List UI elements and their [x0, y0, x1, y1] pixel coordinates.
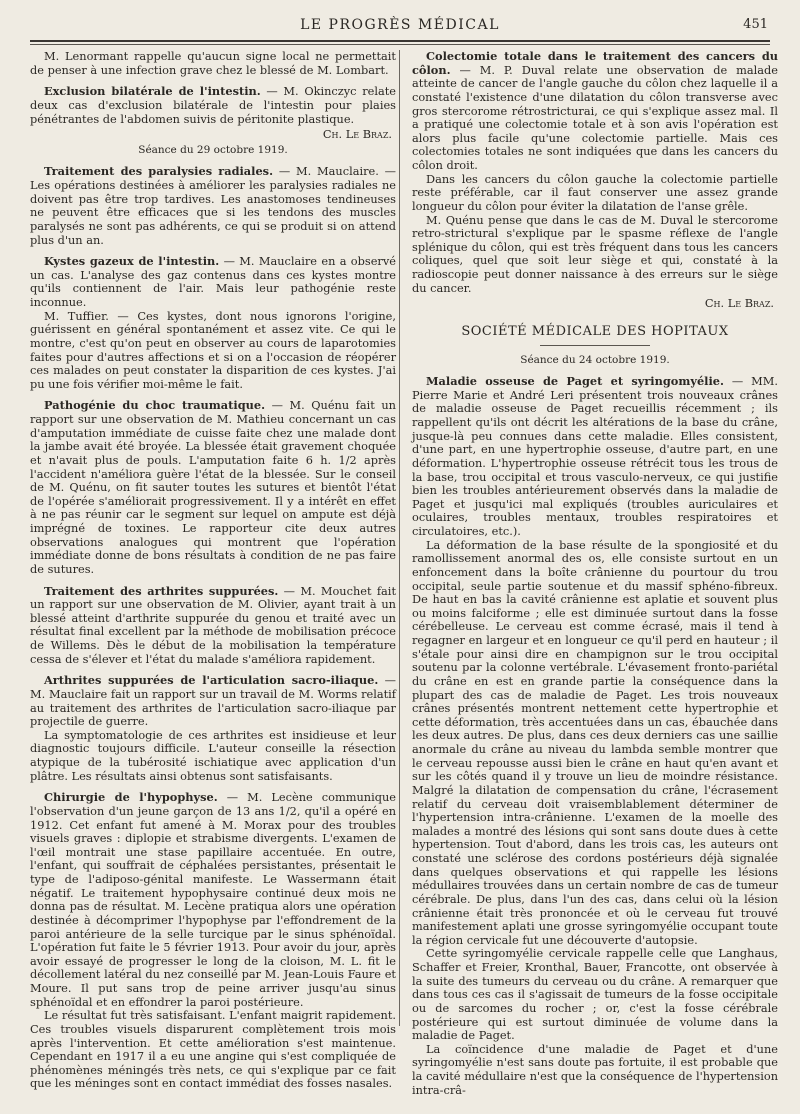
- paragraph-text: — M. Mouchet fait un rapport sur une observation de M. Olivier, ayant trait à un blessé atteint d'arthrite suppurée du genou et traité avec un résultat final excellent par la méthode de mobilisation précoce de Willems. Dès le début de la mobilisation la température cessa de s'élever et l'état du malade s'améliora rapidement.: [30, 583, 396, 666]
- header-rule: [30, 44, 770, 45]
- section-title: SOCIÉTÉ MÉDICALE DES HOPITAUX: [461, 323, 729, 339]
- paragraph: La coïncidence d'une maladie de Paget et d'une syringomyélie n'est sans doute pas fortuite, il est probable que la cavité médullaire n'est que la conséquence de l'hypertension intra-crâ-: [412, 1041, 778, 1097]
- paragraph-text: — M. Mauclaire fait un rapport sur un travail de M. Worms relatif au traitement des arthrites de l'articulation sacro-iliaque par projectile de guerre.: [30, 673, 396, 729]
- paragraph-text: — M. Quénu fait un rapport sur une observation de M. Mathieu concernant un cas d'amputation immédiate de cuisse faite chez une malade dont la jambe avait été broyée. La blessée était gravement choquée et n'avait plus de pouls. L'amputation faite 6 h. 1/2 après l'accident n'améliora guère l'état de la blessée. Sur le conseil de M. Quénu, on fit sauter toutes les sutures et bientôt l'état de l'opérée s'améliorait progressivement. Il y a intérêt en effet à ne pas réunir car le segment sur lequel on ampute est déjà imprégné de toxines. Le rapporteur cite deux autres observations analogues qui montrent que l'opération immédiate donne de bons résultats à condition de ne pas faire de sutures.: [30, 398, 396, 576]
- paragraph-text: — M. P. Duval relate une observation de malade atteinte de cancer de l'angle gauche du côlon chez laquelle il a constaté l'existence d'une dilatation du côlon transverse avec gros stercorome rétrostricturai, ce qui s'explique assez mal. Il a pratiqué une colectomie totale et à son avis l'opération est alors plus facile qu'une colectomie partielle. Mais ces colectomies totales ne sont indiquées que dans les cancers du côlon droit.: [412, 62, 778, 172]
- paragraph: Le résultat fut très satisfaisant. L'enfant maigrit rapidement. Ces troubles visuels disparurent complètement trois mois après l'intervention. Et cette amélioration s'est maintenue. Cependant en 1917 il a eu une angine qui s'est compliquée de phénomènes méningés très nets, ce qui s'explique par ce fait que les méninges sont en contact immédiat des fosses nasales.: [30, 1008, 396, 1091]
- paragraph: La déformation de la base résulte de la spongiosité et du ramollissement anormal des os, elle consiste surtout en un enfoncement dans la boîte crânienne du pourtour du trou occipital, seule partie soutenue et du massif sphéno-fibreux. De haut en bas la cavité crânienne est aplatie et souvent plus ou moins falciforme ; elle est diminuée surtout dans la fosse cérébelleuse. Le cerveau est comme écrasé, mais il tend à regagner en largeur et en longueur ce qu'il perd en hauteur ; il s'étale pour ainsi dire en champignon sur le trou occipital soutenu par la colonne vertébrale. L'évasement fronto-pariétal du crâne en est en grande partie la conséquence dans la plupart des cas de maladie de Paget. Les trois nouveaux crânes présentés montrent nettement cette hypertrophie et cette déformation, très accentuées dans un cas, ébauchée dans les deux autres. De plus, dans ces deux derniers cas une saillie anormale du crâne au niveau du lambda semble montrer que le cerveau repousse aussi bien le crâne en haut qu'en avant et sur les côtés quand il y trouve un lieu de moindre résistance. Malgré la dilatation de compensation du crâne, l'écrasement relatif du cerveau doit vraisemblablement déterminer de l'hypertension intra-crânienne. L'examen de la moelle des malades a montré des lésions qui sont sans doute dues à cette hypertension. Tout d'abord, dans les trois cas, les auteurs ont constaté une sclérose des cordons postérieurs déjà signalée dans quelques observations et qui rappelle les lésions médullaires trouvées dans un certain nombre de cas de tumeur cérébrale. De plus, dans l'un des cas, dans celui où la lésion crânienne était très prononcée et où le cerveau fut trouvé manifestement aplati une grosse syringomyélie occupant toute la région cervicale fut une découverte d'autopsie.: [412, 537, 778, 947]
- paragraph: [30, 585, 396, 667]
- page-number: 451: [743, 17, 768, 32]
- paragraph: Dans les cancers du côlon gauche la colectomie partielle reste préférable, car il faut conserver une assez grande longueur du côlon pour éviter la dilatation de l'anse grêle.: [412, 171, 778, 213]
- session-date: Séance du 29 octobre 1919.: [138, 143, 288, 156]
- section-rule: [540, 345, 650, 346]
- paragraph: [412, 50, 778, 173]
- column-divider: [399, 50, 400, 1026]
- session-date: Séance du 24 octobre 1919.: [520, 353, 670, 366]
- paragraph-title: Exclusion bilatérale de l'intestin.: [44, 84, 261, 99]
- paragraph-text: — M. Okinczyc relate deux cas d'exclusion bilatérale de l'intestin pour plaies pénétrantes de l'abdomen suivis de péritonite plastique.: [30, 84, 396, 126]
- paragraph: [30, 674, 396, 729]
- paragraph-title: Kystes gazeux de l'intestin.: [44, 254, 220, 269]
- paragraph: [30, 255, 396, 310]
- paragraph-title: Arthrites suppurées de l'articulation sacro-iliaque.: [44, 673, 379, 688]
- paragraph-title: Traitement des arthrites suppurées.: [44, 583, 279, 598]
- running-header: [30, 14, 770, 42]
- paragraph: [30, 85, 396, 126]
- journal-title: LE PROGRÈS MÉDICAL: [300, 17, 500, 33]
- paragraph: [30, 399, 396, 576]
- paragraph: [30, 165, 396, 247]
- paragraph: M. Lenormant rappelle qu'aucun signe local ne permettait de penser à une infection grave chez le blessé de M. Lombart.: [30, 49, 396, 77]
- right-column: [412, 50, 778, 1097]
- paragraph-text: — MM. Pierre Marie et André Leri présentent trois nouveaux crânes de maladie osseuse de Paget recueillis récemment ; ils rappellent qu'ils ont décrit les altérations de la base du crâne, jusque-là peu connues dans cette maladie. Elles consistent, d'une part, en une hypertrophie osseuse, d'autre part, en une déformation. L'hypertrophie osseuse rétrécit tous les trous de la base, trou occipital et trous vasculo-nerveux, ce qui justifie bien les troubles antérieurement observés dans la maladie de Paget et jusqu'ici mal expliqués (troubles auriculaires et oculaires, troubles mentaux, troubles respiratoires et circulatoires, etc.).: [412, 374, 778, 538]
- left-column: [30, 50, 396, 1091]
- signature: Ch. Le Braz.: [322, 127, 392, 142]
- paragraph-title: Colectomie totale dans le traitement des cancers du côlon.: [412, 49, 778, 77]
- paragraph: M. Quénu pense que dans le cas de M. Duval le stercorome retro-strictural s'explique par le spasme réflexe de l'angle splénique du côlon, qui est très fréquent dans tous les cancers coliques, quel que soit leur siège et qui, constaté à la radioscopie peut donner naissance à des erreurs sur le siège du cancer.: [412, 212, 778, 295]
- paragraph: La symptomatologie de ces arthrites est insidieuse et leur diagnostic toujours difficile. L'auteur conseille la résection atypique de la tubérosité ischiatique avec application d'un plâtre. Les résultats ainsi obtenus sont satisfaisants.: [30, 727, 396, 783]
- paragraph-text: — M. Mauclaire. — Les opérations destinées à améliorer les paralysies radiales ne doivent pas être trop tardives. Les anastomoses tendineuses ne peuvent être efficaces que si les tendons des muscles paralysés ne sont pas adhérents, ce qui se produit si on attend plus d'un an.: [30, 164, 397, 247]
- signature: Ch. Le Braz.: [704, 296, 774, 311]
- paragraph: M. Tuffier. — Ces kystes, dont nous ignorons l'origine, guérissent en général spontanément et assez vite. Ce qui le montre, c'est qu'on peut en observer au cours de laparotomies faites pour d'autres affections et si on a l'occasion de réopérer ces malades on peut constater la disparition de ces kystes. J'ai pu une fois vérifier moi-même le fait.: [30, 308, 396, 391]
- paragraph-title: Pathogénie du choc traumatique.: [44, 398, 266, 413]
- paragraph-title: Traitement des paralysies radiales.: [44, 164, 274, 179]
- paragraph: Cette syringomyélie cervicale rappelle celle que Langhaus, Schaffer et Freier, Kronthal, Bauer, Francotte, ont observée à la suite des tumeurs du cerveau ou du crâne. A remarquer que dans tous ces cas il s'agissait de tumeurs de la fosse occipitale ou de sarcomes du rocher ; or, c'est la fosse cérébrale postérieure qui est surtout diminuée de volume dans la maladie de Paget.: [412, 946, 778, 1043]
- paragraph-title: Chirurgie de l'hypophyse.: [44, 790, 218, 805]
- paragraph: [412, 375, 778, 539]
- paragraph-text: — M. Lecène communique l'observation d'un jeune garçon de 13 ans 1/2, qu'il a opéré en 1912. Cet enfant fut amené à M. Morax pour des troubles visuels graves : diplopie et strabisme divergents. L'examen de l'œil montrait une stase papillaire accentuée. En outre, l'enfant, qui souffrait de céphalées persistantes, présentait le type de l'adiposo-génital manifeste. Le Wassermann était négatif. Le traitement hypophysaire continué deux mois ne donna pas de résultat. M. Lecène pratiqua alors une opération destinée à décomprimer l'hypophyse par l'effondrement de la paroi antérieure de la selle turcique par le sinus sphénoïdal. L'opération fut faite le 5 février 1913. Pour avoir du jour, après avoir essayé de progresser le long de la cloison, M. L. fit le décollement latéral du nez conseillé par M. Jean-Louis Faure et Moure. Il put sans trop de peine arriver jusqu'au sinus sphénoïdal et en effondrer la paroi postérieure.: [30, 790, 396, 1009]
- paragraph-title: Maladie osseuse de Paget et syringomyélie.: [426, 374, 724, 389]
- paragraph: [30, 791, 396, 1009]
- paragraph-text: — M. Mauclaire en a observé un cas. L'analyse des gaz contenus dans ces kystes montre qu'ils contiennent de l'air. Mais leur pathogénie reste inconnue.: [30, 254, 396, 309]
